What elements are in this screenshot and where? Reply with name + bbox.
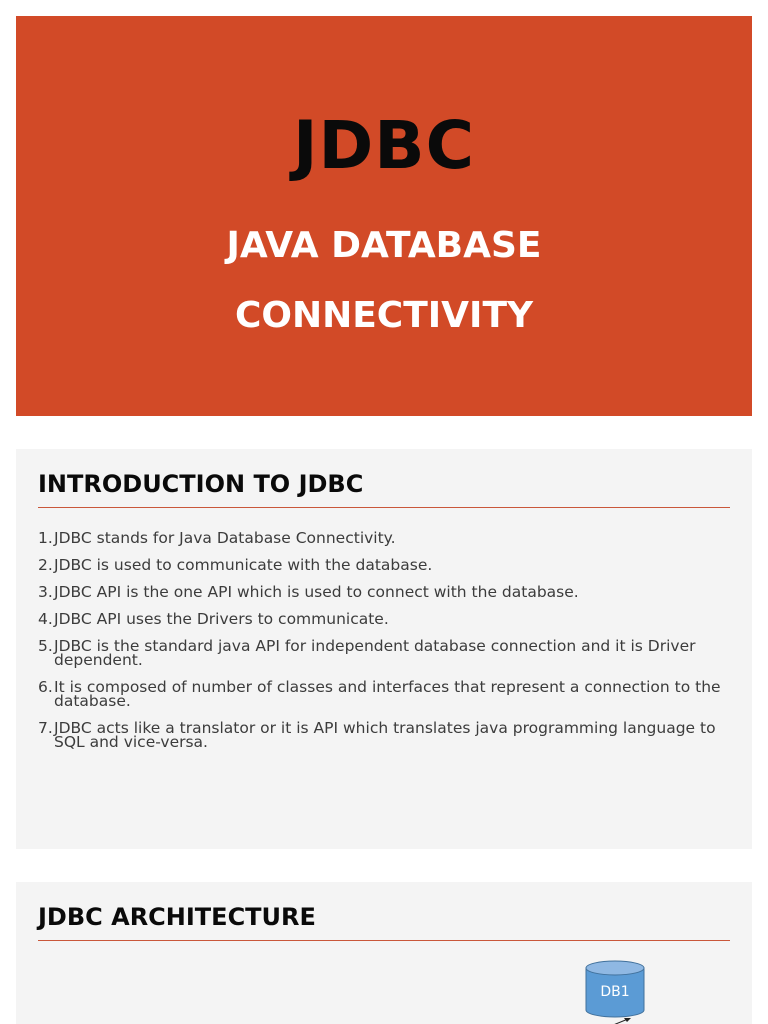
list-item xyxy=(38,585,730,599)
point-number: 3. xyxy=(38,583,53,601)
architecture-slide xyxy=(16,882,752,1024)
point-text: JDBC API is the one API which is used to connect with the database. xyxy=(54,583,579,601)
architecture-heading: JDBC ARCHITECTURE xyxy=(38,903,316,931)
point-number: 7. xyxy=(38,719,53,737)
point-text: It is composed of number of classes and interfaces that represent a connection to the database. xyxy=(54,678,721,710)
slide-title: JDBC xyxy=(292,107,476,184)
database-label: DB1 xyxy=(600,984,630,1000)
heading-divider xyxy=(38,507,730,508)
point-text: JDBC is the standard java API for independent database connection and it is Driver dependent. xyxy=(54,637,696,669)
point-number: 6. xyxy=(38,678,53,696)
point-text: JDBC acts like a translator or it is API which translates java programming language to SQL and vice-versa. xyxy=(54,719,716,751)
list-item xyxy=(38,531,730,545)
list-item xyxy=(38,680,730,708)
point-number: 5. xyxy=(38,637,53,655)
point-number: 4. xyxy=(38,610,53,628)
title-slide xyxy=(16,16,752,416)
point-text: JDBC is used to communicate with the database. xyxy=(54,556,433,574)
point-text: JDBC API uses the Drivers to communicate. xyxy=(54,610,389,628)
slide-subtitle-line2: CONNECTIVITY xyxy=(234,295,534,336)
intro-slide xyxy=(16,449,752,849)
connector-arrow-icon xyxy=(576,1012,636,1024)
intro-point-list xyxy=(38,531,730,762)
heading-divider xyxy=(38,940,730,941)
point-text: JDBC stands for Java Database Connectivity. xyxy=(54,529,396,547)
list-item xyxy=(38,721,730,749)
intro-heading: INTRODUCTION TO JDBC xyxy=(38,470,364,498)
list-item xyxy=(38,612,730,626)
database-cylinder-icon xyxy=(585,960,645,1020)
slide-subtitle-line1: JAVA DATABASE xyxy=(226,225,542,266)
list-item xyxy=(38,558,730,572)
point-number: 1. xyxy=(38,529,53,547)
list-item xyxy=(38,639,730,667)
point-number: 2. xyxy=(38,556,53,574)
